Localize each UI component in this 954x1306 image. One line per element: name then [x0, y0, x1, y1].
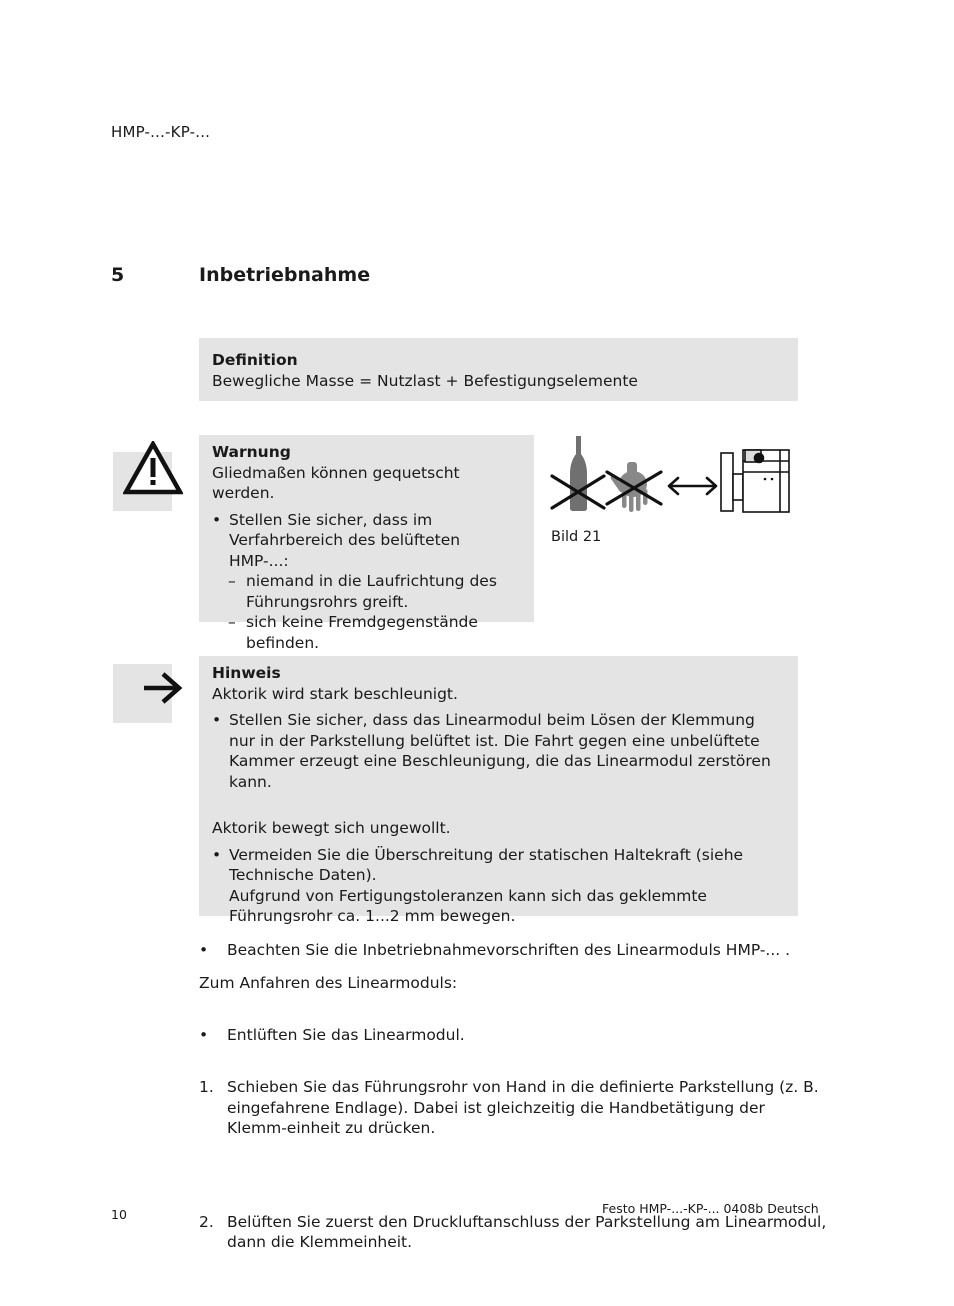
- section-title: Inbetriebnahme: [199, 264, 371, 286]
- note-bullet-2: [212, 845, 785, 927]
- step-text: Belüften Sie zuerst den Druckluftanschluss der Parkstellung am Linearmodul, dann die Klemmeinheit.: [227, 1212, 827, 1251]
- warning-dash-item: – niemand in die Laufrichtung des Führungsrohrs greift.: [212, 571, 521, 612]
- note-title: Hinweis: [212, 664, 281, 682]
- arrow-right-icon: [141, 670, 185, 706]
- warning-title: Warnung: [212, 443, 291, 461]
- section-number: 5: [111, 264, 125, 286]
- body-bullet-item: [199, 940, 827, 961]
- figure-caption: Bild 21: [551, 529, 602, 545]
- body-bullet-text: Beachten Sie die Inbetriebnahmevorschriften des Linearmoduls HMP-... .: [227, 941, 791, 959]
- numbered-step: [199, 1077, 827, 1139]
- warning-dash-item: – sich keine Fremdgegenstände befinden.: [212, 612, 521, 653]
- body-bullet-item: [199, 1025, 827, 1046]
- note-bullet-1: • Stellen Sie sicher, dass das Linearmodul beim Lösen der Klemmung nur in der Parkstellung belüftet ist. Die Fahrt gegen eine unbelüftete Kammer erzeugt eine Beschleunigung, die das Linearmodul zerstören kann.: [212, 710, 785, 792]
- warning-triangle-icon: [123, 441, 183, 495]
- step-text: Schieben Sie das Führungsrohr von Hand in die definierte Parkstellung (z. B. eingefahrene Endlage). Dabei ist gleichzeitig die Handbetätigung der Klemm-einheit zu drücken.: [227, 1078, 819, 1137]
- step-number: 2.: [199, 1212, 214, 1231]
- hand-icon: [610, 462, 648, 512]
- note-text-1: Aktorik wird stark beschleunigt.: [212, 684, 458, 703]
- warning-box: [199, 435, 534, 652]
- numbered-step: [199, 1212, 827, 1253]
- body-paragraph: Zum Anfahren des Linearmoduls:: [199, 974, 458, 992]
- bullet-mark: •: [199, 941, 209, 959]
- note-box: [199, 656, 798, 925]
- step-number: 1.: [199, 1078, 214, 1096]
- definition-text: Bewegliche Masse = Nutzlast + Befestigungselemente: [212, 371, 638, 390]
- figure-illustration: [549, 434, 799, 516]
- note-bullet-2-text: • Vermeiden Sie die Überschreitung der statischen Haltekraft (siehe Technische Daten).: [229, 845, 744, 884]
- page-number: 10: [111, 1207, 127, 1222]
- body-bullet-text: Entlüften Sie das Linearmodul.: [227, 1025, 465, 1044]
- document-code-header: HMP-...-KP-...: [111, 123, 211, 141]
- warning-bullet: • Stellen Sie sicher, dass im Verfahrbereich des belüfteten HMP-...:: [212, 510, 521, 572]
- footer-text: Festo HMP-...-KP-... 0408b Deutsch: [602, 1201, 819, 1216]
- bottle-icon: [570, 436, 587, 511]
- double-arrow-icon: [669, 478, 716, 494]
- note-bullet-2-continuation: Aufgrund von Fertigungstoleranzen kann sich das geklemmte Führungsrohr ca. 1...2 mm bewegen.: [229, 886, 707, 925]
- definition-title: Definition: [212, 351, 298, 369]
- linear-module-icon: [721, 450, 789, 512]
- bullet-mark: •: [199, 1025, 209, 1044]
- definition-box: [199, 338, 798, 401]
- note-text-2: Aktorik bewegt sich ungewollt.: [212, 819, 451, 837]
- warning-text: Gliedmaßen können gequetscht werden.: [212, 463, 460, 502]
